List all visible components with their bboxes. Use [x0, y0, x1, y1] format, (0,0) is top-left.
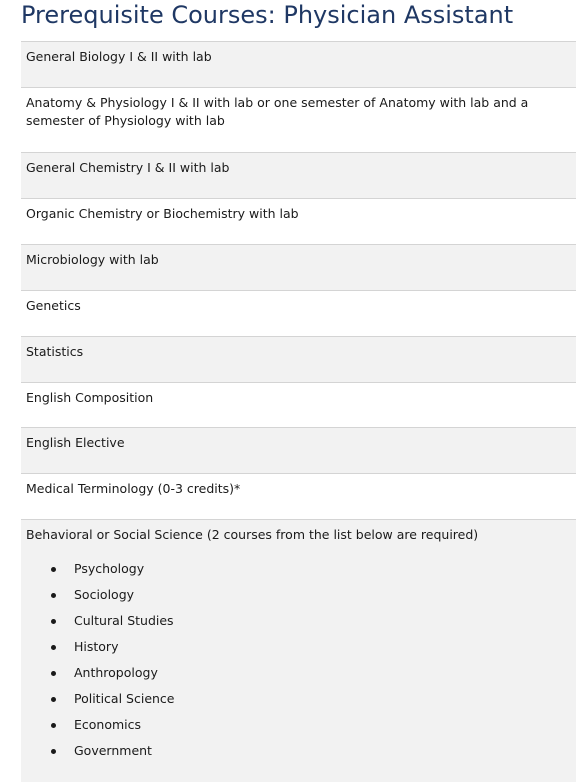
bullet-icon [51, 723, 56, 728]
table-row [21, 337, 576, 383]
list-item-label: Government [74, 743, 152, 758]
bullet-icon [51, 645, 56, 650]
course-name: English Elective [26, 435, 125, 450]
prerequisite-table [21, 41, 576, 782]
table-row [21, 428, 576, 474]
list-item-label: Cultural Studies [74, 613, 174, 628]
list-item [26, 712, 571, 738]
course-name: Behavioral or Social Science (2 courses from the list below are required) [26, 527, 479, 542]
list-item [26, 634, 571, 660]
list-item-label: Anthropology [74, 665, 158, 680]
list-item [26, 686, 571, 712]
table-row [21, 42, 576, 88]
course-name: Anatomy & Physiology I & II with lab or one semester of Anatomy with lab and a semester of Physiology with lab [26, 95, 529, 128]
page-title: Prerequisite Courses: Physician Assistant [21, 1, 514, 29]
bullet-icon [51, 749, 56, 754]
list-item-label: Economics [74, 717, 142, 732]
list-item [26, 660, 571, 686]
list-item [26, 738, 571, 764]
bullet-icon [51, 697, 56, 702]
table-row [21, 474, 576, 520]
list-item [26, 556, 571, 582]
list-item-label: Sociology [74, 587, 135, 602]
table-row [21, 520, 576, 782]
course-name: Statistics [26, 344, 84, 359]
course-name: Microbiology with lab [26, 252, 159, 267]
table-row [21, 88, 576, 153]
table-row [21, 245, 576, 291]
table-row [21, 199, 576, 245]
list-item-label: History [74, 639, 119, 654]
bullet-icon [51, 671, 56, 676]
list-item-label: Psychology [74, 561, 145, 576]
course-name: General Chemistry I & II with lab [26, 160, 230, 175]
course-name: Organic Chemistry or Biochemistry with lab [26, 206, 299, 221]
bullet-icon [51, 567, 56, 572]
table-row [21, 383, 576, 428]
bullet-icon [51, 593, 56, 598]
table-row [21, 153, 576, 199]
list-item-label: Political Science [74, 691, 175, 706]
list-item [26, 582, 571, 608]
table-row [21, 291, 576, 337]
course-name: General Biology I & II with lab [26, 49, 212, 64]
list-item [26, 608, 571, 634]
course-name: Medical Terminology (0-3 credits)* [26, 481, 241, 496]
bullet-icon [51, 619, 56, 624]
course-name: Genetics [26, 298, 81, 313]
course-name: English Composition [26, 390, 154, 405]
social-science-list [26, 556, 571, 764]
